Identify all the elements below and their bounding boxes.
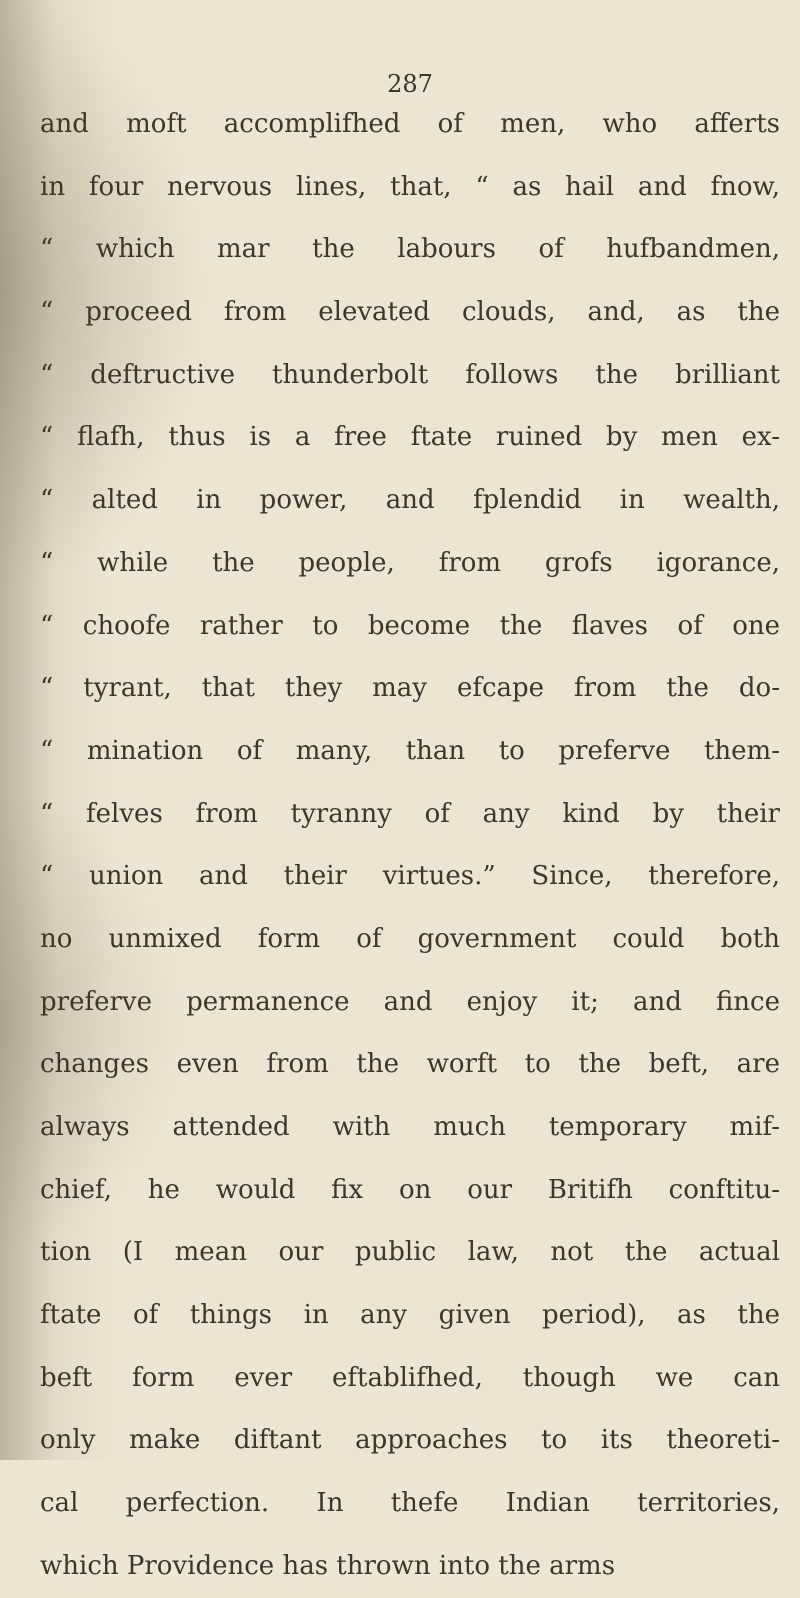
text-line: “ choofe rather to become the flaves of one (40, 610, 780, 641)
text-line: “ flafh, thus is a free ftate ruined by men ex- (40, 422, 780, 453)
page-number: 287 (387, 70, 433, 98)
text-line: beft form ever eftablifhed, though we can (40, 1362, 780, 1393)
text-line: and moft accomplifhed of men, who afferts (40, 109, 780, 139)
text-line: “ while the people, from grofs igorance, (40, 547, 780, 578)
text-line: only make diftant approaches to its theoreti- (40, 1425, 780, 1456)
text-line: “ which mar the labours of hufbandmen, (40, 234, 780, 265)
text-line: which Providence has thrown into the arms (40, 1550, 616, 1581)
text-line: in four nervous lines, that, “ as hail and fnow, (40, 171, 780, 202)
text-line: changes even from the worft to the beft, are (40, 1049, 780, 1080)
text-line: “ union and their virtues.” Since, therefore, (40, 861, 780, 892)
text-line: “ felves from tyranny of any kind by their (40, 798, 780, 829)
text-line: ftate of things in any given period), as the (40, 1300, 780, 1331)
text-line: “ mination of many, than to preferve them- (40, 735, 780, 766)
text-line: “ proceed from elevated clouds, and, as the (40, 297, 780, 328)
text-line: always attended with much temporary mif- (40, 1112, 780, 1142)
text-line: cal perfection. In thefe Indian territories, (40, 1488, 780, 1519)
text-line: “ alted in power, and fplendid in wealth, (40, 485, 780, 516)
text-line: “ tyrant, that they may efcape from the do- (40, 673, 780, 704)
text-line: preferve permanence and enjoy it; and fince (40, 986, 780, 1017)
body-text (40, 93, 780, 1598)
text-line: chief, he would fix on our Britifh conftitu- (40, 1174, 780, 1205)
text-line: no unmixed form of government could both (40, 923, 780, 954)
text-line: “ deftructive thunderbolt follows the brilliant (40, 359, 780, 390)
text-line: tion (I mean our public law, not the actual (40, 1237, 780, 1268)
